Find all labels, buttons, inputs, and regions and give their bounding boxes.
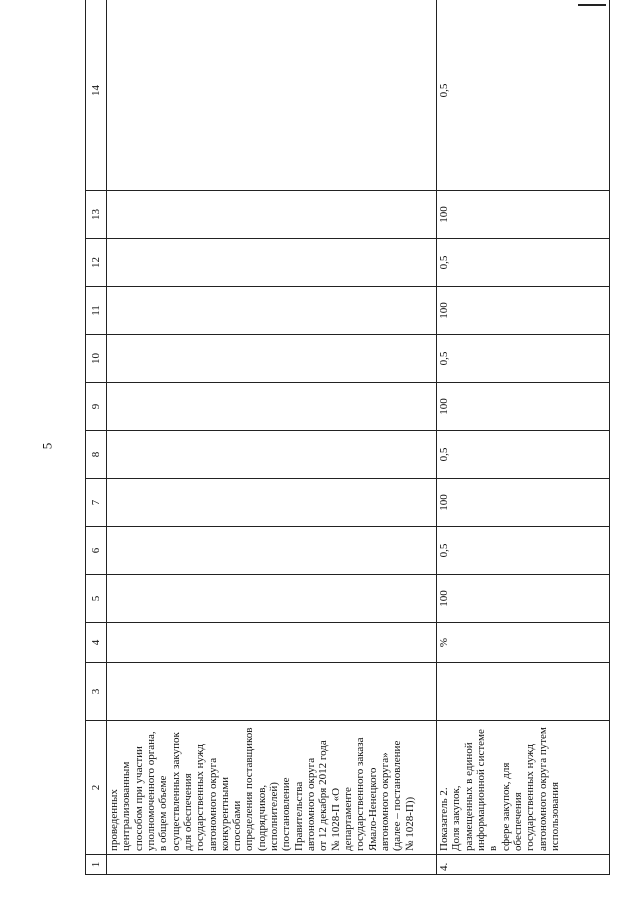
header-cell: 7 [86,479,107,527]
value-cell: 0,5 [437,335,610,383]
row-number-cell: 4. [437,855,610,875]
table-row-4 [437,0,610,875]
table-cell [437,663,610,721]
header-cell: 3 [86,663,107,721]
table-cell [107,239,437,287]
row-number-cell [107,855,437,875]
header-cell: 4 [86,623,107,663]
header-cell: 8 [86,431,107,479]
table-cell [107,287,437,335]
table-cell [107,623,437,663]
indicator-name-cell: проведенных централизованным способом при участии уполномоченного органа, в общем объеме осуществленных закупок для обеспечения государственных нужд автономного округа конкурентными способами определения поставщиков (подрядчиков, исполнителей) (постановление Правительства автономного округа от 12 декабря 2012 года № 1028-П «О департаменте государственного заказа Ямало-Ненецкого автономного округа» (далее – постановление № 1028-П)) [107,721,437,855]
table-cell [107,527,437,575]
table-cell [107,191,437,239]
table-cell [107,431,437,479]
table-cell [107,575,437,623]
table-cell [107,479,437,527]
rotated-table-container [85,45,610,875]
value-cell: 100 [437,575,610,623]
header-cell: 6 [86,527,107,575]
table-cell [107,663,437,721]
value-cell: 0,5 [437,239,610,287]
value-cell: 0,5 [437,431,610,479]
header-cell: 9 [86,383,107,431]
indicator-name-cell: Показатель 2. Доля закупок, размещенных в единой информационной системе в сфере закупок, для обеспечения государственных нужд автономного округа путем использования [437,721,610,855]
header-cell: 12 [86,239,107,287]
value-cell: 0,5 [437,0,610,191]
value-cell: 100 [437,383,610,431]
value-cell: 100 [437,287,610,335]
indicators-table [85,0,610,875]
table-header-row [86,0,107,875]
value-cell: 100 [437,191,610,239]
table-cell [107,335,437,383]
header-cell: 13 [86,191,107,239]
table-cell [107,383,437,431]
header-cell: 11 [86,287,107,335]
header-cell: 5 [86,575,107,623]
value-cell: 100 [437,479,610,527]
unit-cell: % [437,623,610,663]
table-row-continuation [107,0,437,875]
header-cell: 1 [86,855,107,875]
header-cell: 14 [86,0,107,191]
value-cell: 0,5 [437,527,610,575]
table-cell [107,0,437,191]
page-number: 5 [39,442,55,450]
header-cell: 10 [86,335,107,383]
header-cell: 2 [86,721,107,855]
